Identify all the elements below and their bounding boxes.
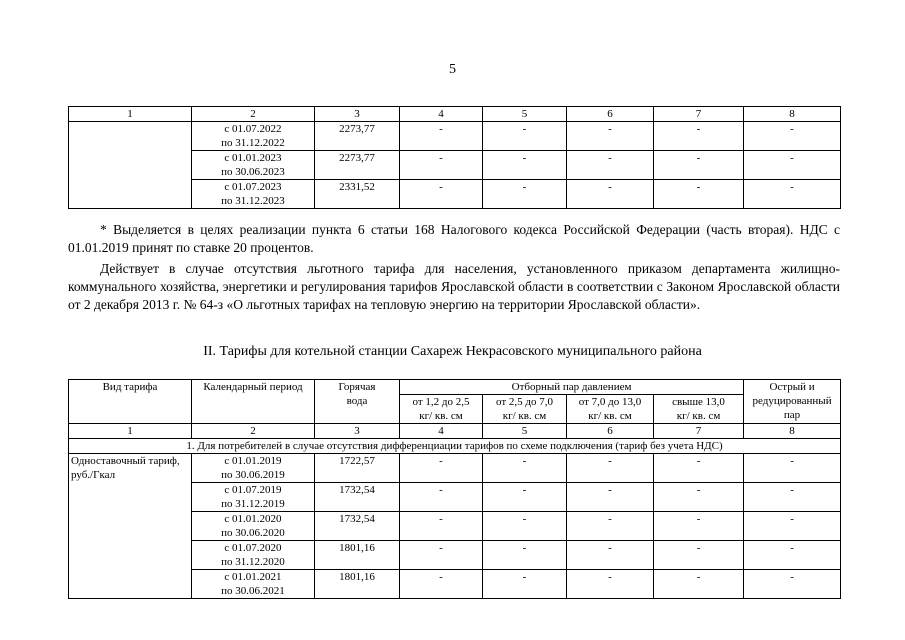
header-pressure-3: от 7,0 до 13,0 кг/ кв. см [567,395,654,424]
page-number: 5 [449,62,456,77]
header-steam: Отборный пар давлением [400,380,744,395]
water-value: 2273,77 [315,151,400,180]
col-num: 5 [483,424,567,439]
period-cell: с 01.07.2022 по 31.12.2022 [192,122,315,151]
water-value: 1801,16 [315,570,400,599]
acute-steam-value: - [744,151,841,180]
steam-value: - [654,151,744,180]
group-title: 1. Для потребителей в случае отсутствия дифференциации тарифов по схеме подключения (тариф без учета НДС) [69,439,841,454]
steam-value: - [654,122,744,151]
acute-steam-value: - [744,122,841,151]
tariff-label: Одноставочный тариф, руб./Гкал [69,454,192,599]
col-num: 2 [192,107,315,122]
steam-value: - [567,180,654,209]
col-num: 4 [400,107,483,122]
col-num: 3 [315,424,400,439]
steam-value: - [654,570,744,599]
water-value: 2273,77 [315,122,400,151]
water-value: 1722,57 [315,454,400,483]
col-num: 7 [654,107,744,122]
column-number-row [69,424,841,439]
period-cell: с 01.07.2023 по 31.12.2023 [192,180,315,209]
col-num: 8 [744,424,841,439]
steam-value: - [654,483,744,512]
acute-steam-value: - [744,483,841,512]
section-title: II. Тарифы для котельной станции Сахареж Некрасовского муниципального района [203,344,702,359]
steam-value: - [483,483,567,512]
period-cell: с 01.07.2020 по 31.12.2020 [192,541,315,570]
steam-value: - [483,512,567,541]
tariff-table-sakharezh [68,379,841,599]
acute-steam-value: - [744,512,841,541]
group-title-row [69,439,841,454]
steam-value: - [400,570,483,599]
steam-value: - [483,151,567,180]
col-num: 4 [400,424,483,439]
water-value: 1801,16 [315,541,400,570]
steam-value: - [567,122,654,151]
steam-value: - [567,570,654,599]
col-num: 5 [483,107,567,122]
steam-value: - [567,151,654,180]
steam-value: - [400,122,483,151]
steam-value: - [483,541,567,570]
steam-value: - [654,180,744,209]
acute-steam-value: - [744,541,841,570]
steam-value: - [400,541,483,570]
period-cell: с 01.01.2023 по 30.06.2023 [192,151,315,180]
steam-value: - [400,483,483,512]
steam-value: - [400,454,483,483]
header-period: Календарный период [192,380,315,424]
steam-value: - [567,512,654,541]
acute-steam-value: - [744,570,841,599]
steam-value: - [400,151,483,180]
col-num: 1 [69,424,192,439]
period-cell: с 01.01.2021 по 30.06.2021 [192,570,315,599]
steam-value: - [483,570,567,599]
steam-value: - [654,454,744,483]
tariff-type-cell [69,122,192,209]
acute-steam-value: - [744,180,841,209]
header-acute-steam: Острый и редуцированный пар [744,380,841,424]
column-number-row [69,107,841,122]
steam-value: - [654,512,744,541]
steam-value: - [567,454,654,483]
col-num: 2 [192,424,315,439]
header-pressure-4: свыше 13,0 кг/ кв. см [654,395,744,424]
validity-paragraph: Действует в случае отсутствия льготного тарифа для населения, установленного приказом департамента жилищно-коммунального хозяйства, энергетики и регулирования тарифов Ярославской области в соответствии с Законом Ярославской области от 2 декабря 2013 г. № 64-з «О льготных тарифах на тепловую энергию на территории Ярославской области». [68,261,840,312]
header-row [69,380,841,395]
header-pressure-1: от 1,2 до 2,5 кг/ кв. см [400,395,483,424]
period-cell: с 01.01.2020 по 30.06.2020 [192,512,315,541]
steam-value: - [654,541,744,570]
steam-value: - [483,122,567,151]
steam-value: - [483,454,567,483]
col-num: 1 [69,107,192,122]
header-tariff-type: Вид тарифа [69,380,192,424]
water-value: 1732,54 [315,512,400,541]
col-num: 3 [315,107,400,122]
table-row [69,454,841,483]
steam-value: - [567,483,654,512]
water-value: 2331,52 [315,180,400,209]
steam-value: - [400,512,483,541]
header-hot-water: Горячая вода [315,380,400,424]
col-num: 7 [654,424,744,439]
acute-steam-value: - [744,454,841,483]
col-num: 6 [567,107,654,122]
period-cell: с 01.01.2019 по 30.06.2019 [192,454,315,483]
footnote-paragraph: * Выделяется в целях реализации пункта 6 статьи 168 Налогового кодекса Российской Федерации (часть вторая). НДС с 01.01.2019 принят по ставке 20 процентов. [68,222,840,255]
col-num: 6 [567,424,654,439]
table-row [69,122,841,151]
steam-value: - [483,180,567,209]
period-cell: с 01.07.2019 по 31.12.2019 [192,483,315,512]
steam-value: - [567,541,654,570]
header-pressure-2: от 2,5 до 7,0 кг/ кв. см [483,395,567,424]
tariff-table-continued [68,106,841,209]
water-value: 1732,54 [315,483,400,512]
steam-value: - [400,180,483,209]
col-num: 8 [744,107,841,122]
